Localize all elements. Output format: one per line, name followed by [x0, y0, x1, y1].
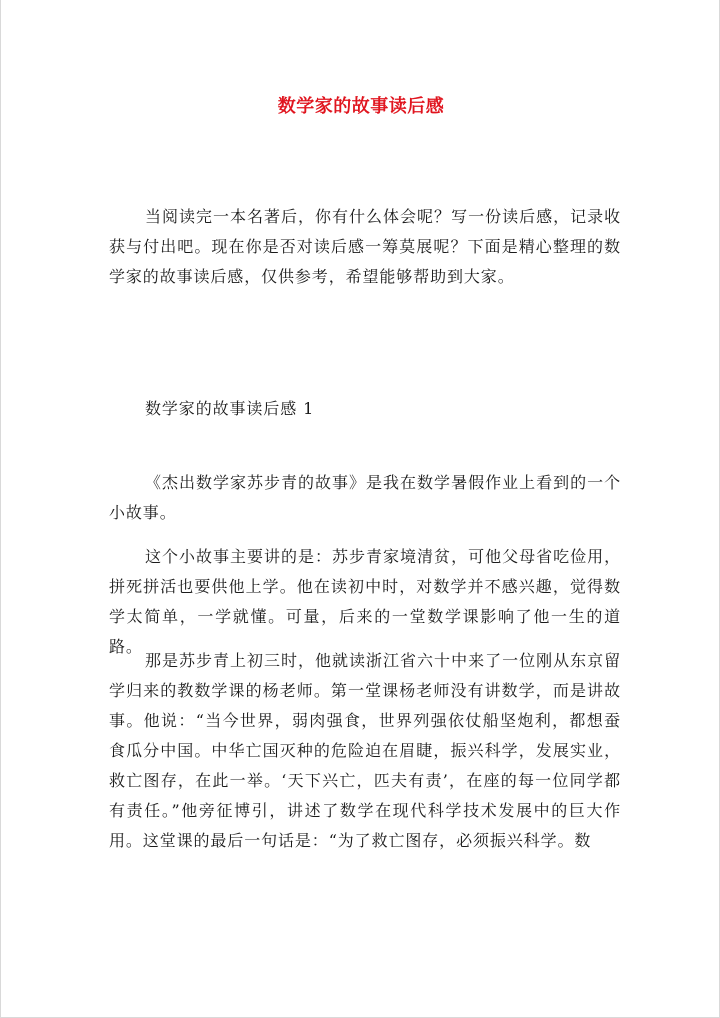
intro-paragraph: 当阅读完一本名著后，你有什么体会呢？写一份读后感，记录收获与付出吧。现在你是否对读后感一筹莫展呢？下面是精心整理的数学家的故事读后感，仅供参考，希望能够帮助到大家。 — [109, 207, 621, 286]
body-paragraph-2: 这个小故事主要讲的是：苏步青家境清贫，可他父母省吃俭用，拼死拼活也要供他上学。他在读初中时，对数学并不感兴趣，觉得数学太简单，一学就懂。可量，后来的一堂数学课影响了他一生的道路。 — [109, 547, 621, 656]
body-paragraph-3: 那是苏步青上初三时，他就读浙江省六十中来了一位刚从东京留学归来的教数学课的杨老师。第一堂课杨老师没有讲数学，而是讲故事。他说：“当今世界，弱肉强食，世界列强依仗船坚炮利，都想蚕食瓜分中国。中华亡国灭种的危险迫在眉睫，振兴科学，发展实业，救亡图存，在此一举。‘天下兴亡，匹夫有责’，在座的每一位同学都有责任。”他旁征博引，讲述了数学在现代科学技术发展中的巨大作用。这堂课的最后一句话是：“为了救亡图存，必须振兴科学。数 — [109, 651, 621, 850]
section-heading: 数学家的故事读后感 1 — [145, 399, 315, 418]
body-paragraph-1: 《杰出数学家苏步青的故事》是我在数学暑假作业上看到的一个小故事。 — [109, 473, 621, 522]
document-title: 数学家的故事读后感 — [277, 96, 445, 117]
